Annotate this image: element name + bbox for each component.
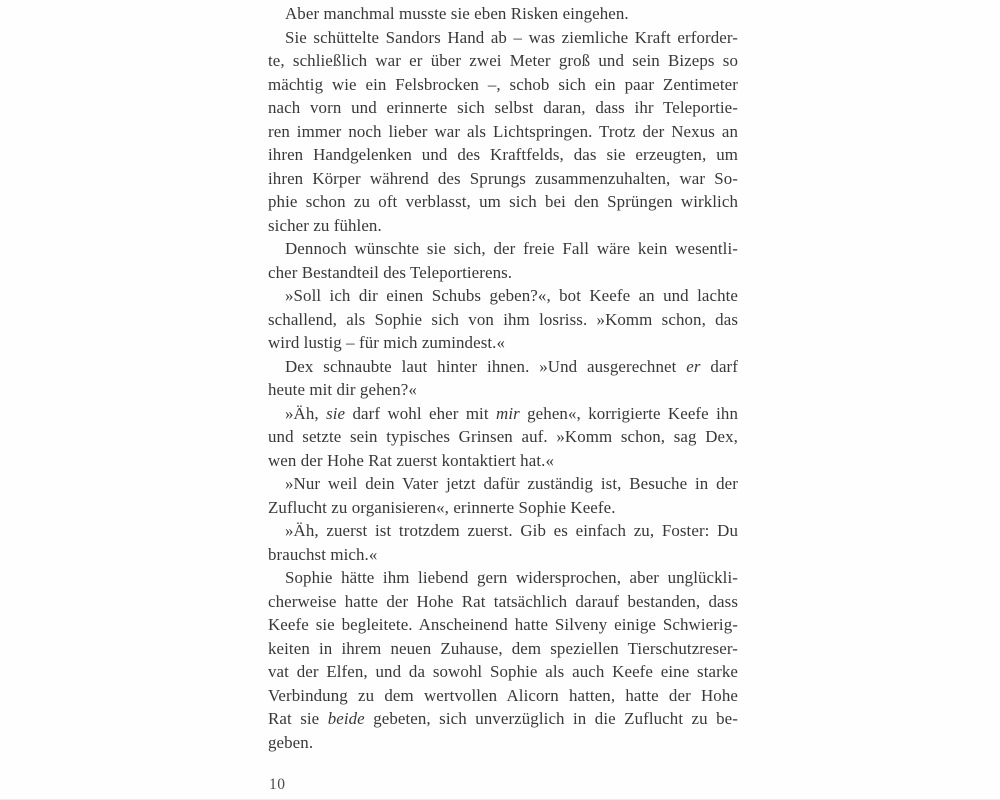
paragraph [268, 402, 738, 473]
page-number: 10 [269, 776, 286, 793]
text-line [268, 590, 738, 614]
italic-text: er [686, 356, 701, 376]
text-segment: »Nur weil dein Vater jetzt dafür zuständig ist, Besuche in der [285, 474, 738, 493]
text-segment: cher Bestandteil des Teleportierens. [268, 262, 513, 282]
text-line [268, 543, 738, 567]
text-segment: Zuflucht zu organisieren«, erinnerte Sophie Keefe. [268, 497, 616, 517]
text-segment: sicher zu fühlen. [268, 215, 382, 235]
text-line [268, 143, 738, 167]
text-line [268, 684, 738, 708]
text-segment: und setzte sein typisches Grinsen auf. »Komm schon, sag Dex, [268, 427, 738, 446]
text-line [268, 707, 738, 731]
text-line [268, 261, 738, 285]
text-segment: Aber manchmal musste sie eben Risken eingehen. [285, 4, 629, 23]
paragraph [268, 355, 738, 402]
text-line [268, 284, 738, 308]
text-line [268, 566, 738, 590]
text-line [268, 167, 738, 191]
paragraph [268, 284, 738, 355]
paragraph [268, 26, 738, 238]
text-segment: phie schon zu oft verblasst, um sich bei den Sprüngen wirklich [268, 192, 738, 211]
text-block [268, 2, 738, 754]
text-segment: darf wohl eher mit [345, 403, 497, 423]
paragraph [268, 566, 738, 754]
text-segment: mächtig wie ein Felsbrocken –, schob sich ein paar Zentimeter [268, 74, 738, 94]
text-line [268, 26, 738, 50]
text-segment: cherweise hatte der Hohe Rat tatsächlich darauf bestanden, dass [268, 591, 738, 611]
italic-text: beide [327, 709, 365, 728]
text-line [268, 519, 738, 543]
text-segment: gehen«, korrigierte Keefe ihn [519, 403, 738, 423]
text-line [268, 237, 738, 261]
text-line [268, 472, 738, 496]
text-line [268, 73, 738, 97]
italic-text: sie [326, 403, 346, 423]
text-line [268, 731, 738, 755]
text-segment: Keefe sie begleitete. Anscheinend hatte Silveny einige Schwierig- [268, 615, 738, 634]
text-line [268, 96, 738, 120]
text-segment: ihren Handgelenken und des Kraftfelds, das sie erzeugten, um [268, 145, 738, 164]
text-line [268, 496, 738, 520]
text-line [268, 613, 738, 637]
text-segment: schallend, als Sophie sich von ihm losriss. »Komm schon, das [268, 309, 738, 329]
text-segment: »Äh, [285, 403, 327, 423]
text-segment: nach vorn und erinnerte sich selbst daran, dass ihr Teleportie- [268, 98, 738, 117]
text-line [268, 355, 738, 379]
text-line [268, 308, 738, 332]
text-segment: Verbindung zu dem wertvollen Alicorn hatten, hatte der Hohe [268, 685, 738, 705]
text-segment: heute mit dir gehen?« [268, 380, 417, 399]
text-segment: »Äh, zuerst ist trotzdem zuerst. Gib es einfach zu, Foster: Du [285, 521, 738, 540]
paragraph [268, 237, 738, 284]
text-line [268, 120, 738, 144]
paragraph [268, 519, 738, 566]
text-line [268, 190, 738, 214]
text-line [268, 2, 738, 26]
text-segment: wird lustig – für mich zumindest.« [268, 333, 506, 352]
paragraph [268, 2, 738, 26]
text-line [268, 660, 738, 684]
text-segment: »Soll ich dir einen Schubs geben?«, bot Keefe an und lachte [285, 286, 738, 305]
text-segment: vat der Elfen, und da sowohl Sophie als auch Keefe eine starke [268, 662, 738, 681]
text-segment: Sie schüttelte Sandors Hand ab – was ziemliche Kraft erforder- [285, 27, 738, 47]
text-line [268, 49, 738, 73]
text-segment: wen der Hohe Rat zuerst kontaktiert hat.« [268, 450, 554, 470]
text-segment: brauchst mich.« [268, 544, 378, 564]
text-line [268, 402, 738, 426]
text-segment: Rat sie [268, 709, 328, 728]
text-segment: te, schließlich war er über zwei Meter groß und sein Bizeps so [268, 51, 738, 70]
text-line [268, 214, 738, 238]
italic-text: mir [496, 403, 520, 423]
text-segment: keiten in ihrem neuen Zuhause, dem speziellen Tierschutzreser- [268, 638, 738, 658]
text-line [268, 378, 738, 402]
text-segment: Dex schnaubte laut hinter ihnen. »Und ausgerechnet [285, 356, 687, 376]
text-line [268, 425, 738, 449]
text-segment: darf [700, 356, 738, 376]
text-segment: geben. [268, 732, 314, 752]
text-segment: gebeten, sich unverzüglich in die Zuflucht zu be- [364, 709, 738, 728]
text-segment: ihren Körper während des Sprungs zusammenzuhalten, war So- [268, 168, 738, 188]
text-segment: Dennoch wünschte sie sich, der freie Fall wäre kein wesentli- [285, 239, 738, 258]
text-segment: ren immer noch lieber war als Lichtspringen. Trotz der Nexus an [268, 121, 738, 141]
text-segment: Sophie hätte ihm liebend gern widersprochen, aber unglückli- [285, 568, 738, 587]
text-line [268, 449, 738, 473]
text-line [268, 637, 738, 661]
text-line [268, 331, 738, 355]
paragraph [268, 472, 738, 519]
